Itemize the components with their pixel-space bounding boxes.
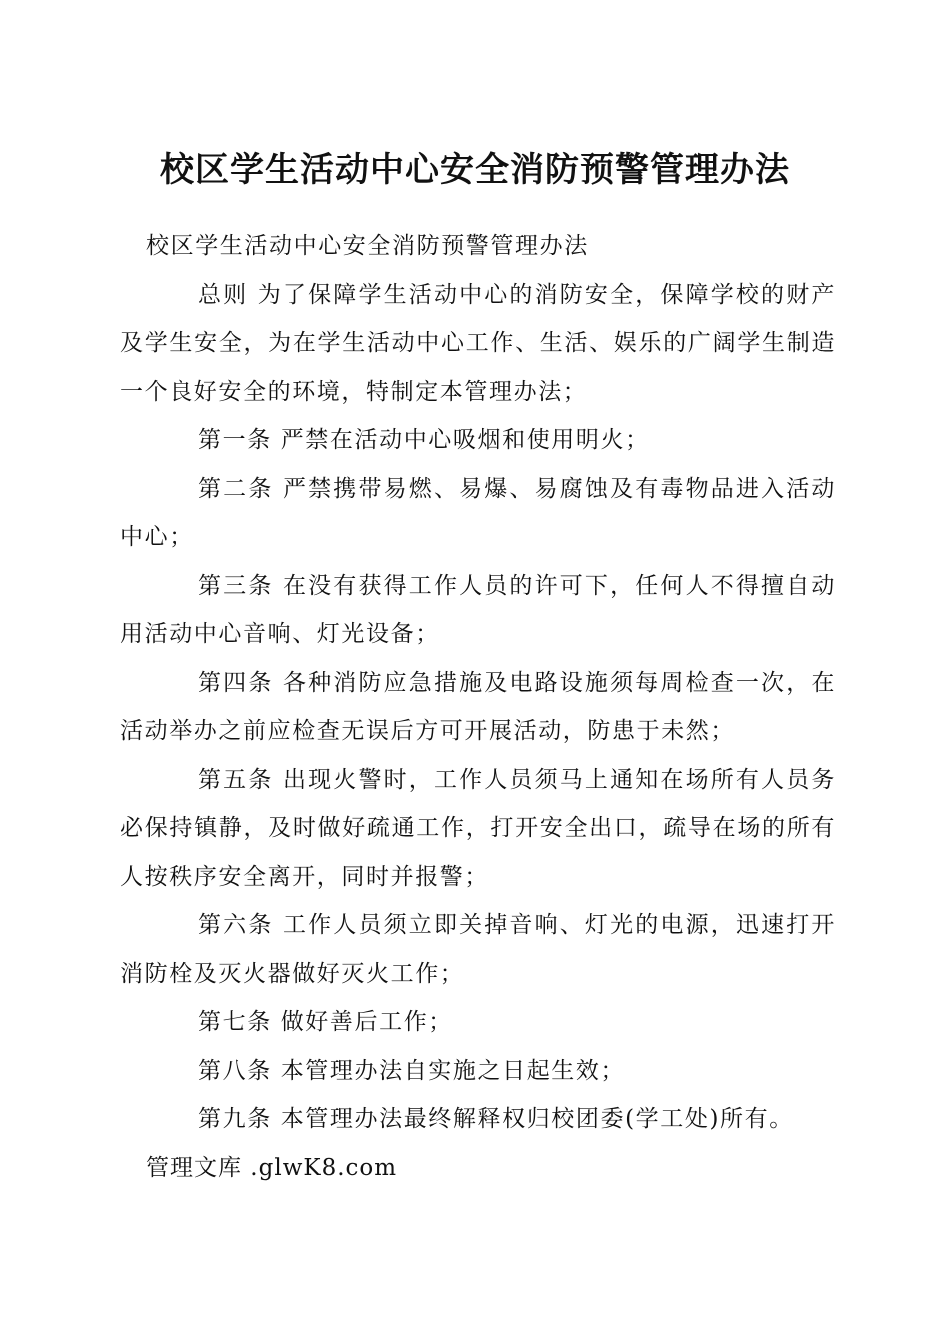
paragraph-article-3: 第三条 在没有获得工作人员的许可下，任何人不得擅自动用活动中心音响、灯光设备； [120, 572, 836, 647]
paragraph-article-6: 第六条 工作人员须立即关掉音响、灯光的电源，迅速打开消防栓及灭火器做好灭火工作； [120, 912, 836, 987]
paragraph-article-1: 第一条 严禁在活动中心吸烟和使用明火； [198, 427, 650, 453]
document-footer: 管理文库 .glwK8.com [146, 1154, 398, 1181]
paragraph-article-8: 第八条 本管理办法自实施之日起生效； [198, 1057, 626, 1084]
paragraph-general: 总则 为了保障学生活动中心的消防安全，保障学校的财产及学生安全，为在学生活动中心工作、生活、娱乐的广阔学生制造一个良好安全的环境，特制定本管理办法； [120, 281, 836, 405]
paragraph-article-9: 第九条 本管理办法最终解释权归校团委(学工处)所有。 [198, 1106, 794, 1132]
paragraph-article-7: 第七条 做好善后工作； [198, 1009, 453, 1035]
paragraph-article-2: 第二条 严禁携带易燃、易爆、易腐蚀及有毒物品进入活动中心； [120, 475, 836, 550]
document-title: 校区学生活动中心安全消防预警管理办法 [160, 150, 790, 190]
document-subtitle: 校区学生活动中心安全消防预警管理办法 [146, 233, 589, 259]
document-body [120, 222, 836, 1192]
paragraph-article-4: 第四条 各种消防应急措施及电路设施须每周检查一次，在活动举办之前应检查无误后方可开展活动，防患于未然； [120, 669, 836, 744]
paragraph-article-5: 第五条 出现火警时，工作人员须马上通知在场所有人员务必保持镇静，及时做好疏通工作，打开安全出口，疏导在场的所有人按秩序安全离开，同时并报警； [120, 766, 836, 890]
